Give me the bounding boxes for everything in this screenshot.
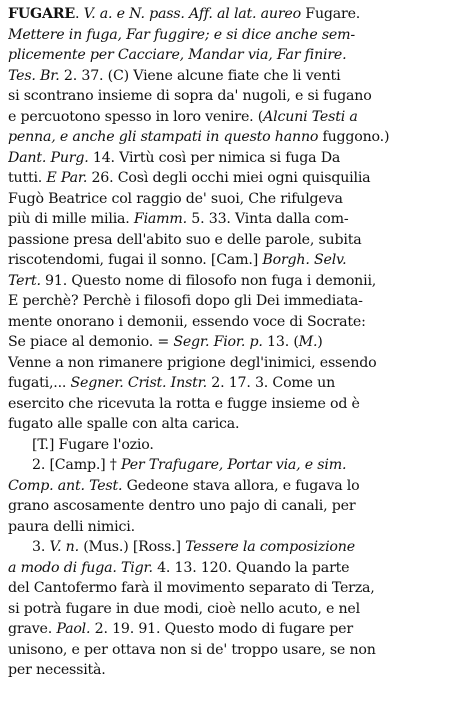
text-line bbox=[8, 4, 465, 25]
italic-segment: Segr. Fior. p. bbox=[173, 334, 263, 350]
text-segment: Fugare. bbox=[300, 6, 361, 22]
italic-segment: E Par. bbox=[46, 170, 88, 186]
italic-segment: Mettere in fuga, Far fuggire; e si dice anche sem- bbox=[8, 26, 355, 43]
text-segment: Venne a non rimanere prigione degl'inimici, essendo bbox=[8, 354, 377, 371]
text-line bbox=[8, 578, 465, 599]
text-line bbox=[8, 66, 465, 87]
italic-segment: Per Trafugare, Portar via, e sim. bbox=[121, 457, 347, 473]
italic-segment: Tessere la composizione bbox=[185, 539, 355, 555]
text-line bbox=[8, 394, 465, 415]
text-line bbox=[8, 455, 465, 476]
text-segment: esercito che ricevuta la rotta e fugge insieme od è bbox=[8, 395, 360, 412]
text-line bbox=[8, 168, 465, 189]
text-segment: più di mille milia. bbox=[8, 211, 134, 227]
text-line bbox=[8, 414, 465, 435]
italic-segment: V. a. e N. pass. Aff. al lat. aureo bbox=[83, 6, 301, 22]
text-segment: unisono, e per ottava non si de' troppo usare, se non bbox=[8, 641, 376, 658]
text-segment: passione presa dell'abito suo e delle parole, subita bbox=[8, 231, 362, 248]
text-line bbox=[8, 373, 465, 394]
text-segment: Fugò Beatrice col raggio de' suoi, Che rifulgeva bbox=[8, 190, 343, 207]
headword: FUGARE bbox=[8, 6, 75, 22]
text-segment: 2. [Camp.] † bbox=[32, 457, 121, 473]
text-segment: tutti. bbox=[8, 170, 47, 186]
text-segment: 3. bbox=[32, 539, 50, 555]
italic-segment: Comp. ant. Test. bbox=[8, 477, 123, 494]
text-line bbox=[8, 517, 465, 538]
text-segment: grave. bbox=[8, 621, 57, 637]
text-line bbox=[8, 25, 465, 46]
text-line bbox=[8, 599, 465, 620]
text-line bbox=[8, 558, 465, 579]
text-segment: Gedeone stava allora, e fugava lo bbox=[122, 477, 360, 494]
text-line bbox=[8, 312, 465, 333]
text-line bbox=[8, 107, 465, 128]
text-segment: grano ascosamente dentro uno pajo di canali, per bbox=[8, 498, 356, 514]
text-line bbox=[8, 435, 465, 456]
text-segment: fugato alle spalle con alta carica. bbox=[8, 416, 240, 432]
text-segment: . bbox=[74, 6, 84, 22]
text-segment: fugati,... bbox=[8, 375, 71, 391]
text-segment: fuggono.) bbox=[318, 129, 390, 145]
text-segment: 2. 19. 91. Questo modo di fugare per bbox=[90, 621, 353, 637]
italic-segment: Paol. bbox=[56, 621, 91, 637]
text-segment: 26. Così degli occhi miei ogni quisquilia bbox=[87, 170, 371, 186]
text-line bbox=[8, 332, 465, 353]
italic-segment: plicemente per Cacciare, Mandar via, Far finire. bbox=[8, 47, 347, 63]
text-line bbox=[8, 45, 465, 66]
text-segment: E perchè? Perchè i filosofi dopo gli Dei immediata- bbox=[8, 293, 363, 309]
text-line bbox=[8, 250, 465, 271]
text-line bbox=[8, 537, 465, 558]
text-line bbox=[8, 86, 465, 107]
text-segment: si potrà fugare in due modi, cioè nello acuto, e nel bbox=[8, 600, 360, 617]
text-line bbox=[8, 189, 465, 210]
italic-segment: Alcuni Testi a bbox=[263, 108, 358, 125]
text-line bbox=[8, 640, 465, 661]
text-line bbox=[8, 660, 465, 681]
italic-segment: V. n. bbox=[49, 539, 79, 555]
text-segment: 4. 13. 120. Quando la parte bbox=[152, 559, 350, 576]
italic-segment: Borgh. Selv. bbox=[262, 252, 347, 268]
text-segment: 14. Virtù così per nimica si fuga Da bbox=[88, 149, 341, 166]
text-line bbox=[8, 476, 465, 497]
italic-segment: Dant. Purg. bbox=[8, 149, 89, 166]
text-segment: Se piace al demonio. = bbox=[8, 334, 174, 350]
text-segment: [T.] Fugare l'ozio. bbox=[32, 436, 154, 453]
text-segment: 5. 33. Vinta dalla com- bbox=[186, 211, 349, 227]
text-line bbox=[8, 209, 465, 230]
text-segment: 2. 37. (C) Viene alcune fiate che li venti bbox=[59, 67, 341, 84]
text-segment: mente onorano i demonii, essendo voce di Socrate: bbox=[8, 313, 366, 330]
text-line bbox=[8, 127, 465, 148]
text-line bbox=[8, 230, 465, 251]
text-line bbox=[8, 353, 465, 374]
text-line bbox=[8, 619, 465, 640]
text-segment: e percuotono spesso in loro venire. ( bbox=[8, 108, 264, 125]
text-segment: 91. Questo nome di filosofo non fuga i demonii, bbox=[40, 272, 377, 289]
text-segment: ) bbox=[317, 334, 323, 350]
text-segment: 2. 17. 3. Come un bbox=[206, 375, 336, 391]
text-segment: per necessità. bbox=[8, 662, 106, 678]
text-segment: riscotendomi, fugai il sonno. [Cam.] bbox=[8, 252, 263, 268]
italic-segment: a modo di fuga. Tigr. bbox=[8, 559, 153, 576]
text-segment: si scontrano insieme di sopra da' nugoli, e si fugano bbox=[8, 88, 372, 104]
italic-segment: penna, e anche gli stampati in questo hanno bbox=[8, 129, 319, 145]
text-segment: 13. ( bbox=[262, 334, 299, 350]
text-line bbox=[8, 271, 465, 292]
text-segment: paura delli nimici. bbox=[8, 518, 135, 535]
italic-segment: M. bbox=[298, 334, 318, 350]
italic-segment: Tert. bbox=[8, 272, 41, 289]
text-line bbox=[8, 148, 465, 169]
text-line bbox=[8, 496, 465, 517]
italic-segment: Tes. Br. bbox=[8, 67, 60, 84]
italic-segment: Fiamm. bbox=[133, 211, 187, 227]
italic-segment: Segner. Crist. Instr. bbox=[70, 375, 207, 391]
text-line bbox=[8, 291, 465, 312]
text-segment: (Mus.) [Ross.] bbox=[78, 539, 186, 555]
text-segment: del Cantofermo farà il movimento separato di Terza, bbox=[8, 580, 375, 596]
